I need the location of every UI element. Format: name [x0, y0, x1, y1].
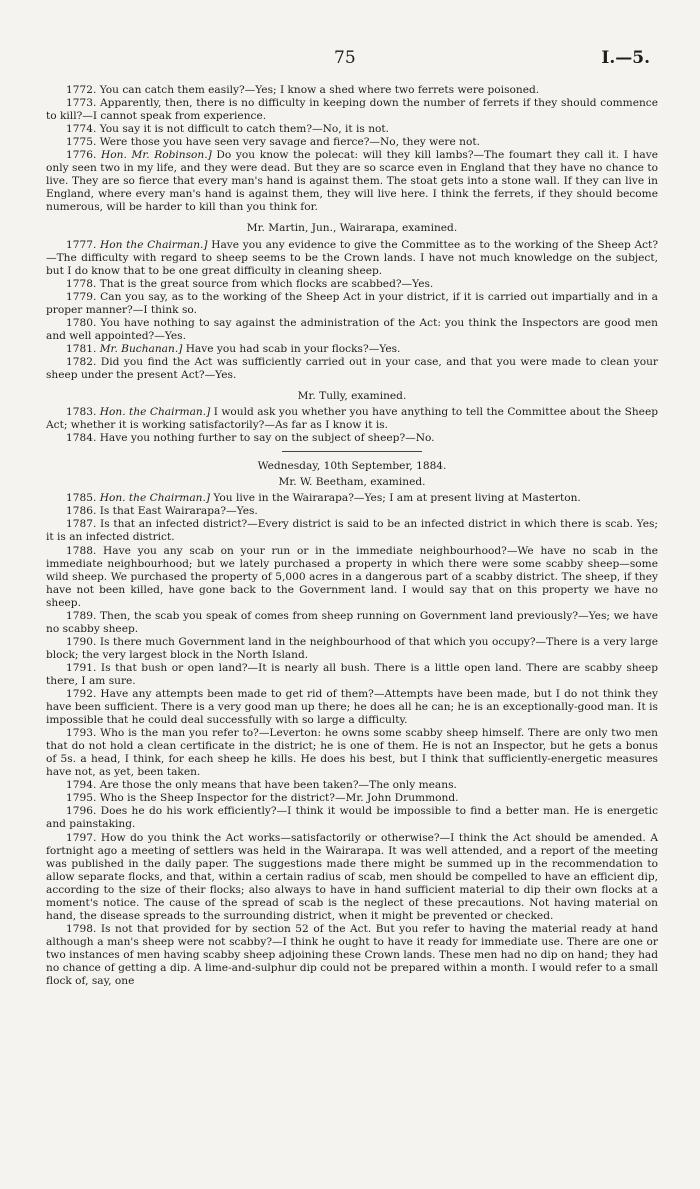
- testimony-paragraph: 1795. Who is the Sheep Inspector for the district?—Mr. John Drummond.: [66, 792, 459, 805]
- document-body: [46, 84, 658, 988]
- testimony-paragraph: 1784. Have you nothing further to say on the subject of sheep?—No.: [66, 432, 435, 445]
- testimony-paragraph: 1798. Is not that provided for by section 52 of the Act. But you refer to having the material ready at hand although a man's sheep were not scabby?—I think he ought to have it ready for immediate use. There are one or two instances of men having scabby sheep adjoining these Crown lands. These men had no dip on hand; they had no chance of getting a dip. A lime-and-sulphur dip could not be prepared within a month. I would refer to a small flock of, say, one: [46, 922, 658, 988]
- testimony-paragraph: 1782. Did you find the Act was sufficiently carried out in your case, and that you were made to clean your sheep under the present Act?—Yes.: [46, 355, 658, 381]
- page-header: [0, 48, 700, 72]
- testimony-paragraph: [46, 406, 658, 432]
- testimony-paragraph: 1789. Then, the scab you speak of comes from sheep running on Government land previously?—Yes; we have no scabby sheep.: [46, 609, 658, 635]
- question-number: 1783.: [66, 406, 100, 419]
- testimony-paragraph: 1780. You have nothing to say against the administration of the Act: you think the Inspectors are good men and well appointed?—Yes.: [46, 316, 658, 342]
- speaker-label: Mr. Buchanan.]: [99, 342, 183, 355]
- speaker-label: Hon. Mr. Robinson.]: [101, 149, 212, 162]
- testimony-text: Do you know the polecat: will they kill lambs?—The foumart they call it. I have only seen two in my life, and they were dead. But they are so scarce even in England that they have no chance to live. They are so fierce that every man's hand is against them. The stoat gets into a stone wall. If they can live in England, where every man's hand is against them, they will live here. I think the ferrets, if they should become numerous, will be harder to kill than you think for.: [46, 149, 658, 214]
- testimony-paragraph: [46, 492, 658, 505]
- testimony-paragraph: 1796. Does he do his work efficiently?—I think it would be impossible to find a better man. He is energetic and painstaking.: [46, 805, 658, 831]
- section-heading: Mr. Tully, examined.: [297, 390, 407, 403]
- testimony-paragraph: 1790. Is there much Government land in the neighbourhood of that which you occupy?—There is a very large block; the very largest block in the North Island.: [46, 635, 658, 661]
- testimony-text: You live in the Wairarapa?—Yes; I am at present living at Masterton.: [209, 492, 581, 505]
- testimony-paragraph: 1774. You say it is not difficult to catch them?—No, it is not.: [66, 123, 390, 136]
- page-number: 75: [334, 48, 356, 68]
- section-divider: [282, 451, 422, 452]
- testimony-paragraph: [46, 149, 658, 214]
- testimony-paragraph: 1792. Have any attempts been made to get rid of them?—Attempts have been made, but I do not think they have been sufficient. There is a very good man up there; he does all he can; he is an exceptionally-good man. It is impossible that he could deal successfully with so large a difficulty.: [46, 688, 658, 727]
- speaker-label: Hon. the Chairman.]: [99, 492, 210, 505]
- testimony-paragraph: 1787. Is that an infected district?—Every district is said to be an infected district in which there is scab. Yes; it is an infected district.: [46, 518, 658, 544]
- question-number: 1776.: [66, 149, 101, 162]
- testimony-paragraph: [46, 239, 658, 278]
- document-reference: I.—5.: [601, 48, 650, 68]
- testimony-paragraph: 1778. That is the great source from which flocks are scabbed?—Yes.: [66, 277, 434, 290]
- testimony-paragraph: 1775. Were those you have seen very savage and fierce?—No, they were not.: [66, 136, 480, 149]
- section-heading: Mr. W. Beetham, examined.: [278, 476, 426, 489]
- section-heading: Wednesday, 10th September, 1884.: [257, 460, 447, 473]
- testimony-paragraph: 1773. Apparently, then, there is no difficulty in keeping down the number of ferrets if they should commence to kill?—I cannot speak from experience.: [46, 97, 658, 123]
- question-number: 1785.: [66, 492, 100, 505]
- testimony-paragraph: 1794. Are those the only means that have been taken?—The only means.: [66, 779, 457, 792]
- question-number: 1777.: [66, 238, 101, 251]
- testimony-text: I would ask you whether you have anything to tell the Committee about the Sheep Act; whether it is working satisfactorily?—As far as I know it is.: [46, 406, 659, 432]
- testimony-paragraph: 1793. Who is the man you refer to?—Leverton: he owns some scabby sheep himself. There are only two men that do not hold a clean certificate in the district; he is one of them. He is not an Inspector, but he gets a bonus of 5s. a head, I think, for each sheep he kills. He does his best, but I think that sufficiently-energetic measures have not, as yet, been taken.: [46, 727, 658, 779]
- testimony-paragraph: [46, 343, 658, 356]
- section-heading: Mr. Martin, Jun., Wairarapa, examined.: [246, 222, 458, 235]
- testimony-text: Have you had scab in your flocks?—Yes.: [182, 342, 401, 355]
- testimony-paragraph: 1788. Have you any scab on your run or in the immediate neighbourhood?—We have no scab in the immediate neighbourhood; but we lately purchased a property in which there were some scabby sheep—some wild sheep. We purchased the property of 5,000 acres in a dangerous part of a scabby district. The sheep, if they have not been killed, have gone back to the Government land. I would say that on this property we have no sheep.: [46, 544, 658, 609]
- question-number: 1781.: [66, 342, 100, 355]
- testimony-paragraph: 1779. Can you say, as to the working of the Sheep Act in your district, if it is carried out impartially and in a proper manner?—I think so.: [46, 290, 658, 316]
- testimony-paragraph: 1786. Is that East Wairarapa?—Yes.: [66, 505, 258, 518]
- testimony-text: Have you any evidence to give the Committee as to the working of the Sheep Act?—The difficulty with regard to sheep seems to be the Crown lands. I have not much knowledge on the subject, but I do know that to be one great difficulty in cleaning sheep.: [46, 238, 658, 277]
- testimony-paragraph: 1772. You can catch them easily?—Yes; I know a shed where two ferrets were poisoned.: [66, 84, 540, 96]
- testimony-paragraph: 1791. Is that bush or open land?—It is nearly all bush. There is a little open land. There are scabby sheep there, I am sure.: [46, 661, 658, 687]
- speaker-label: Hon the Chairman.]: [100, 238, 208, 251]
- speaker-label: Hon. the Chairman.]: [99, 406, 211, 419]
- testimony-paragraph: 1797. How do you think the Act works—satisfactorily or otherwise?—I think the Act should be amended. A fortnight ago a meeting of settlers was held in the Wairarapa. It was well attended, and a report of the meeting was published in the daily paper. The suggestions made there might be summed up in the recommendation to allow separate flocks, and that, within a certain radius of scab, men should be compelled to have an efficient dip, according to the size of their flocks; also always to have in hand sufficient material to dip their own flocks at a moment's notice. The cause of the spread of scab is the neglect of these precautions. Not having material on hand, the disease spreads to the surrounding district, when it might be prevented or checked.: [46, 831, 658, 922]
